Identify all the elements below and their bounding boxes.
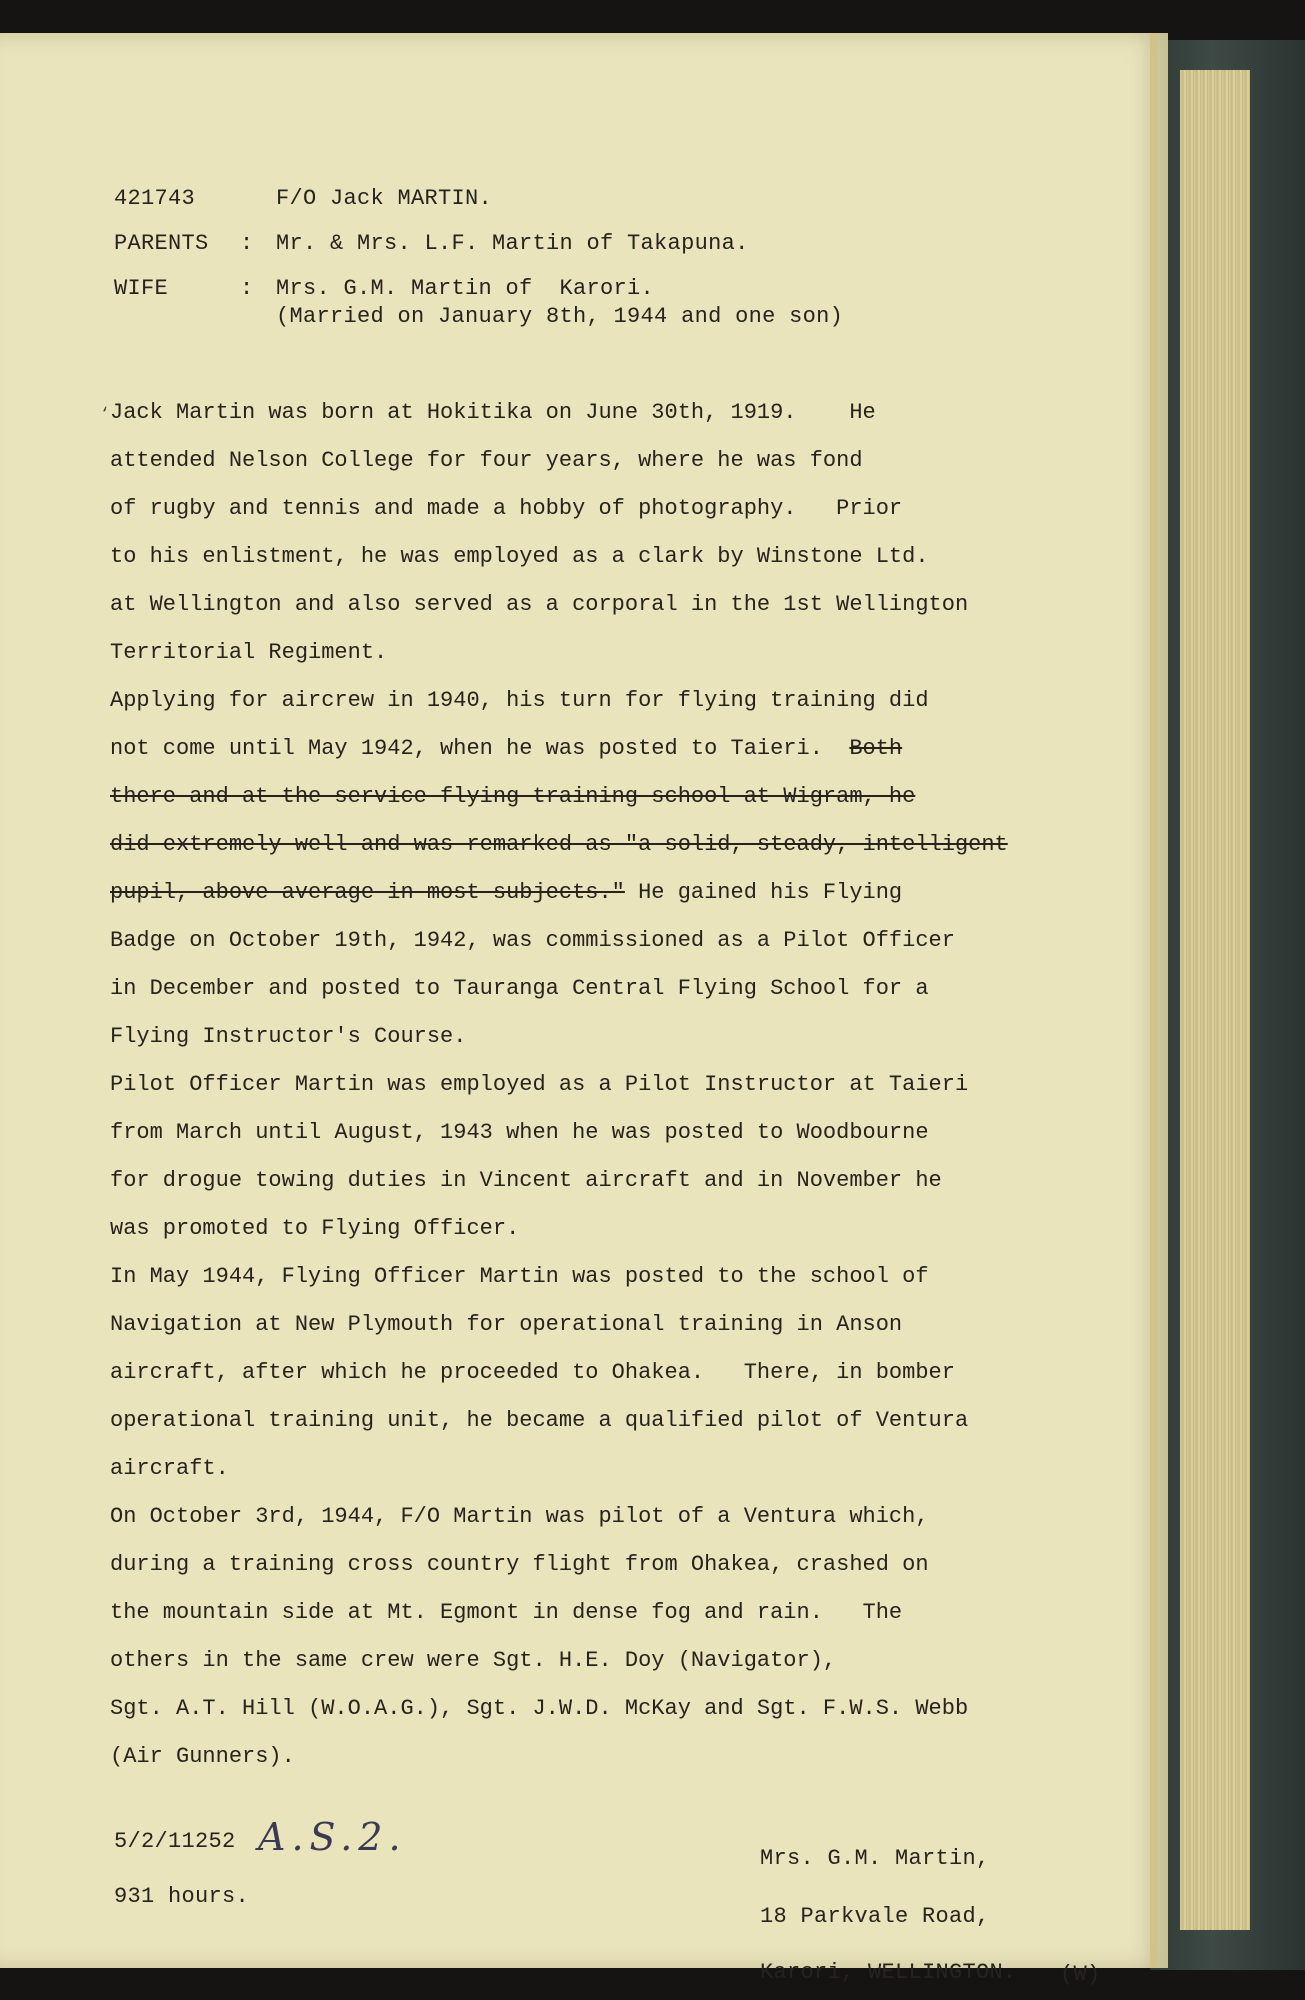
- body-line: (Air Gunners).: [110, 1744, 295, 1769]
- file-reference: 5/2/11252: [114, 1829, 236, 1854]
- body-line: Jack Martin was born at Hokitika on June 30th, 1919. He: [110, 400, 876, 425]
- body-line: Navigation at New Plymouth for operational training in Anson: [110, 1312, 903, 1337]
- body-line: In May 1944, Flying Officer Martin was posted to the school of: [110, 1264, 929, 1289]
- body-line: Territorial Regiment.: [110, 640, 388, 665]
- body-line: was promoted to Flying Officer.: [110, 1216, 520, 1241]
- handwritten-annotation: A.S.2.: [258, 1815, 407, 1859]
- body-text: [110, 400, 1070, 1792]
- body-line: On October 3rd, 1944, F/O Martin was pilot of a Ventura which,: [110, 1504, 929, 1529]
- body-line: operational training unit, he became a qualified pilot of Ventura: [110, 1408, 969, 1433]
- document-page: [0, 33, 1168, 1987]
- wife-label: WIFE: [114, 276, 169, 301]
- body-line: Flying Instructor's Course.: [110, 1024, 467, 1049]
- body-line: Badge on October 19th, 1942, was commissioned as a Pilot Officer: [110, 928, 955, 953]
- parents-label: PARENTS: [114, 231, 209, 256]
- flying-hours: 931 hours.: [114, 1884, 250, 1909]
- body-line: the mountain side at Mt. Egmont in dense fog and rain. The: [110, 1600, 903, 1625]
- struck-line: there and at the service flying training school at Wigram, he: [110, 784, 916, 809]
- struck-text: Both: [849, 736, 903, 761]
- officer-name: F/O Jack MARTIN.: [276, 186, 493, 211]
- body-line: in December and posted to Tauranga Central Flying School for a: [110, 976, 929, 1001]
- body-line: [110, 736, 1070, 784]
- body-line: Sgt. A.T. Hill (W.O.A.G.), Sgt. J.W.D. McKay and Sgt. F.W.S. Webb: [110, 1696, 969, 1721]
- wife-note: (Married on January 8th, 1944 and one son): [276, 304, 844, 329]
- margin-tick: ‘: [100, 405, 110, 423]
- body-line: Pilot Officer Martin was employed as a Pilot Instructor at Taieri: [110, 1072, 969, 1097]
- body-line: for drogue towing duties in Vincent aircraft and in November he: [110, 1168, 942, 1193]
- parents-colon: :: [240, 231, 254, 256]
- body-line: during a training cross country flight from Ohakea, crashed on: [110, 1552, 929, 1577]
- body-line: Applying for aircrew in 1940, his turn for flying training did: [110, 688, 929, 713]
- wife-colon: :: [240, 276, 254, 301]
- page-edges: [1180, 70, 1250, 1930]
- service-number: 421743: [114, 186, 196, 211]
- address-line-1: Mrs. G.M. Martin,: [760, 1846, 990, 1871]
- address-code: (W): [1060, 1962, 1101, 1987]
- body-line: aircraft.: [110, 1456, 229, 1481]
- body-line: [110, 880, 1070, 928]
- body-line-text: He gained his Flying: [624, 880, 903, 905]
- body-line: at Wellington and also served as a corporal in the 1st Wellington: [110, 592, 969, 617]
- struck-line: did extremely well and was remarked as "a solid, steady, intelligent: [110, 832, 1008, 857]
- body-line: attended Nelson College for four years, where he was fond: [110, 448, 863, 473]
- body-line: of rugby and tennis and made a hobby of photography. Prior: [110, 496, 903, 521]
- wife-value: Mrs. G.M. Martin of Karori.: [276, 276, 655, 301]
- body-line: to his enlistment, he was employed as a clark by Winstone Ltd.: [110, 544, 929, 569]
- body-line: others in the same crew were Sgt. H.E. Doy (Navigator),: [110, 1648, 837, 1673]
- body-line: from March until August, 1943 when he was posted to Woodbourne: [110, 1120, 929, 1145]
- parents-value: Mr. & Mrs. L.F. Martin of Takapuna.: [276, 231, 749, 256]
- body-line-text: not come until May 1942, when he was posted to Taieri.: [110, 736, 850, 761]
- body-line: aircraft, after which he proceeded to Ohakea. There, in bomber: [110, 1360, 955, 1385]
- struck-text: pupil, above average in most subjects.": [110, 880, 625, 905]
- address-line-3: Karori, WELLINGTON.: [760, 1960, 1017, 1985]
- address-line-2: 18 Parkvale Road,: [760, 1904, 990, 1929]
